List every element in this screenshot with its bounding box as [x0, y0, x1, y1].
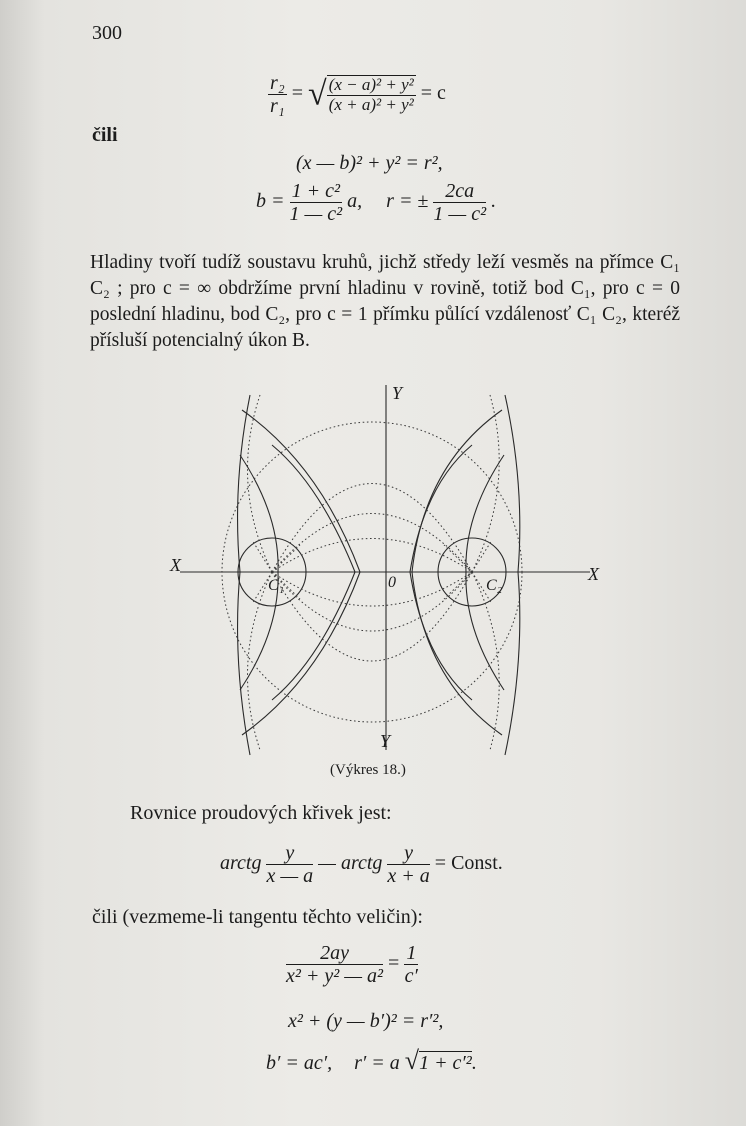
fraction-under-root: $\frac{\text{(x − a)² + y²}}{\text{(x + a)² + y²}}$ [328, 74, 414, 114]
figure-level-curves [160, 375, 620, 775]
equation-b-r-prime: b′ = ac′, r′ = a √1 + c′². [266, 1046, 477, 1075]
sqrt-sign: √ [308, 75, 327, 113]
label-x-left: X [170, 555, 181, 575]
sentence-rovnice: Rovnice proudových křivek jest: [130, 802, 392, 824]
equation-streamline-circle: x² + (y — b′)² = r′², [288, 1010, 444, 1032]
sentence-cili: čili (vezmeme-li tangentu těchto veličin): [92, 906, 423, 928]
fraction-r2-r1: $\frac{\text{r₂}}{\text{r₁}}$ [270, 72, 285, 117]
page-number: 300 [92, 22, 122, 44]
fraction-arctg-1: $\frac{y}{x — a}$ [266, 842, 314, 887]
stream-bot-2 [272, 572, 472, 631]
label-c1: C₁ [268, 577, 285, 594]
label-y-bottom: Y [380, 731, 391, 751]
sqrt-sign-2: √ [404, 1046, 420, 1075]
fraction-r: $\frac{2ca}{\text{1 — c²}}$ [433, 180, 487, 225]
stream-top-2 [272, 514, 472, 573]
equation-ratio: $\frac{\text{r₂}}{\text{r₁}}$ = √ $\frac{\text{(x − a)² + y²}}{\text{(x + a)² + y²}}$ = c [270, 72, 446, 117]
label-origin: 0 [388, 574, 396, 591]
fraction-1-c: $\frac{1}{c'}$ [404, 942, 418, 987]
stream-right-up [472, 395, 499, 572]
label-y-top: Y [392, 383, 403, 403]
fraction-b: $\frac{\text{1 + c²}}{\text{1 — c²}}$ [289, 180, 343, 225]
label-x-right: X [588, 564, 599, 584]
equation-arctg: arctg $\frac{y}{x — a}$ — arctg $\frac{y}{x + a}$ = Const. [220, 842, 503, 887]
cili-label: čili [92, 124, 118, 146]
edge-right [505, 395, 520, 755]
stream-right-down [472, 572, 499, 750]
fraction-arctg-2: $\frac{y}{x + a}$ [387, 842, 430, 887]
fraction-2ay: $\frac{2ay}{\text{x² + y² — a²}}$ [286, 942, 384, 987]
stream-bot-1 [272, 572, 472, 661]
equation-b-r: b = $\frac{\text{1 + c²}}{\text{1 — c²}}$ a, r = ± $\frac{2ca}{\text{1 — c²}}$ . [256, 180, 497, 225]
equation-circle: (x — b)² + y² = r², [296, 152, 443, 174]
figure-caption: (Výkres 18.) [330, 762, 406, 778]
paragraph-hladiny: Hladiny tvoří tudíž soustavu kruhů, jichž středy leží vesměs na přímce C₁ C₂ ; pro c = ∞ obdržíme první hladinu v rovině, totiž bod C₁, pro c = 0 poslední hladinu, bod C₂, pro c = 1 přímku půlící vzdálenosť C₁ C₂, kteréž přísluší potencialný úkon B. [90, 252, 680, 351]
stream-top-1 [272, 484, 472, 573]
label-c2: C₂ [486, 577, 503, 594]
equation-tangent: $\frac{2ay}{\text{x² + y² — a²}}$ = $\frac{1}{c'}$ [286, 942, 418, 987]
